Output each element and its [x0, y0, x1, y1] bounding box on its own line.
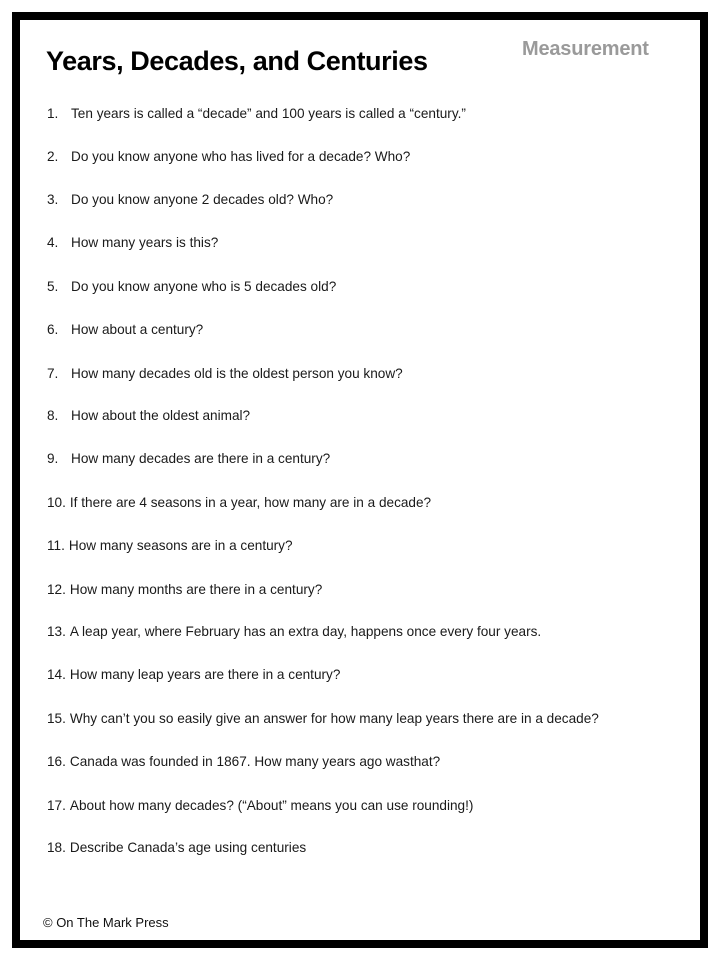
question-number: 18. [47, 840, 66, 855]
question-number: 5. [47, 279, 59, 294]
question-10 [47, 495, 431, 510]
question-number: 3. [47, 192, 59, 207]
question-number: 17. [47, 798, 66, 813]
question-text: A leap year, where February has an extra day, happens once every four years. [69, 624, 542, 639]
question-3 [47, 192, 333, 207]
question-number: 16. [47, 754, 66, 769]
question-18 [47, 840, 306, 855]
subject-label: Measurement [522, 38, 649, 60]
question-13 [47, 624, 541, 639]
question-number: 1. [47, 106, 59, 121]
question-number: 9. [47, 451, 59, 466]
question-12 [47, 582, 322, 597]
question-4 [47, 235, 218, 250]
question-number: 6. [47, 322, 59, 337]
question-number: 2. [47, 149, 59, 164]
question-text: Do you know anyone 2 decades old? Who? [71, 192, 334, 207]
question-5 [47, 279, 336, 294]
question-text: How many decades are there in a century? [71, 451, 331, 466]
question-number: 12. [47, 582, 66, 597]
question-text: How many leap years are there in a century? [69, 667, 341, 682]
question-number: 10. [47, 495, 66, 510]
question-text: Why can’t you so easily give an answer for how many leap years there are in a decade? [69, 711, 599, 726]
question-number: 14. [47, 667, 66, 682]
question-text: How many seasons are in a century? [68, 538, 293, 553]
question-text: Do you know anyone who has lived for a decade? Who? [71, 149, 411, 164]
question-text: How many decades old is the oldest person you know? [71, 366, 403, 381]
question-text: About how many decades? (“About” means you can use rounding!) [69, 798, 474, 813]
page-title: Years, Decades, and Centuries [46, 46, 428, 76]
question-text: Do you know anyone who is 5 decades old? [71, 279, 337, 294]
question-number: 15. [47, 711, 66, 726]
question-text: Ten years is called a “decade” and 100 years is called a “century.” [71, 106, 466, 121]
question-2 [47, 149, 410, 164]
question-15 [47, 711, 599, 726]
question-number: 4. [47, 235, 59, 250]
question-11 [47, 538, 293, 553]
question-text: How many months are there in a century? [69, 582, 323, 597]
question-text: Canada was founded in 1867. How many years ago wasthat? [69, 754, 441, 769]
question-number: 11. [47, 538, 65, 553]
question-number: 13. [47, 624, 66, 639]
question-text: Describe Canada’s age using centuries [69, 840, 307, 855]
copyright-footer: © On The Mark Press [43, 915, 169, 930]
question-text: How about a century? [71, 322, 204, 337]
question-text: How many years is this? [71, 235, 219, 250]
question-1 [47, 106, 466, 121]
question-8 [47, 408, 250, 423]
question-text: If there are 4 seasons in a year, how many are in a decade? [69, 495, 432, 510]
question-7 [47, 366, 403, 381]
question-number: 7. [47, 366, 59, 381]
question-number: 8. [47, 408, 59, 423]
question-9 [47, 451, 330, 466]
question-text: How about the oldest animal? [71, 408, 251, 423]
question-6 [47, 322, 203, 337]
question-17 [47, 798, 473, 813]
question-16 [47, 754, 440, 769]
question-14 [47, 667, 340, 682]
